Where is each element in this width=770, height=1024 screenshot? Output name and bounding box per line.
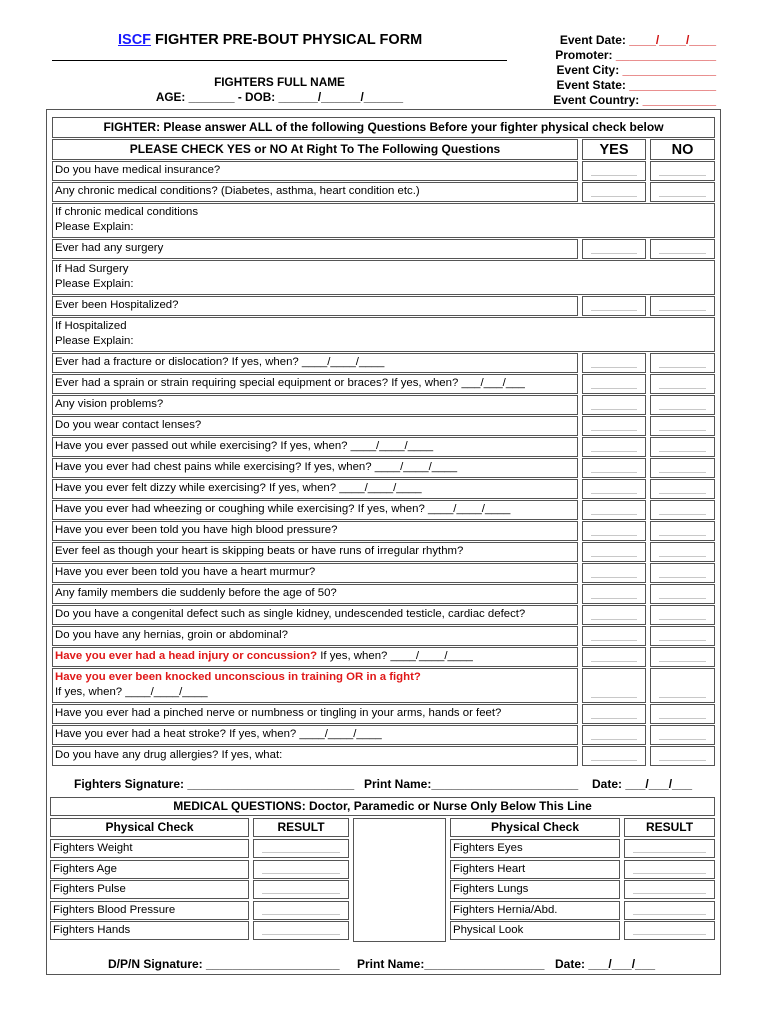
physical-check-item: Fighters Pulse xyxy=(50,880,249,899)
question-text: Do you have a congenital defect such as single kidney, undescended testicle, cardiac defect? xyxy=(55,608,526,620)
question-text: Ever had a fracture or dislocation? If yes, when? ____/____/____ xyxy=(55,356,385,368)
answer-blank xyxy=(659,196,706,197)
answer-blank xyxy=(591,514,637,515)
answer-blank xyxy=(591,367,637,368)
no-checkbox[interactable] xyxy=(650,353,715,373)
full-name-line[interactable] xyxy=(52,60,507,61)
answer-blank xyxy=(659,451,706,452)
result-field[interactable] xyxy=(253,901,349,920)
answer-blank xyxy=(659,388,706,389)
title-text: FIGHTER PRE-BOUT PHYSICAL FORM xyxy=(151,32,423,48)
question-text: Do you have any drug allergies? If yes, what: xyxy=(55,749,283,761)
no-checkbox[interactable] xyxy=(650,626,715,646)
no-checkbox[interactable] xyxy=(650,647,715,667)
answer-blank xyxy=(591,451,637,452)
physical-check-item: Fighters Eyes xyxy=(450,839,620,858)
form-title xyxy=(118,32,422,48)
answer-blank xyxy=(591,535,637,536)
answer-blank xyxy=(659,619,706,620)
question-row xyxy=(52,725,578,745)
answer-blank xyxy=(591,493,637,494)
fighter-print-name-line[interactable]: Print Name:______________________ xyxy=(364,777,579,791)
question-row xyxy=(52,182,578,202)
physical-check-header-right: Physical Check xyxy=(450,818,620,837)
answer-blank xyxy=(659,367,706,368)
question-row xyxy=(52,317,715,352)
answer-blank xyxy=(262,873,340,874)
question-row xyxy=(52,542,578,562)
answer-blank xyxy=(659,514,706,515)
no-checkbox[interactable] xyxy=(650,704,715,724)
dpn-date-line[interactable]: Date: ___/___/___ xyxy=(555,957,656,971)
check-header: PLEASE CHECK YES or NO At Right To The Following Questions xyxy=(52,139,578,160)
answer-blank xyxy=(591,310,637,311)
answer-blank xyxy=(262,893,340,894)
physical-check-item: Physical Look xyxy=(450,921,620,940)
question-row xyxy=(52,260,715,295)
question-row xyxy=(52,239,578,259)
yes-checkbox[interactable] xyxy=(582,542,646,562)
question-row xyxy=(52,374,578,394)
physical-check-item: Fighters Lungs xyxy=(450,880,620,899)
yes-checkbox[interactable] xyxy=(582,374,646,394)
event-state-row[interactable]: Event State: _____________ xyxy=(556,78,716,92)
answer-blank xyxy=(659,577,706,578)
no-checkbox[interactable] xyxy=(650,584,715,604)
no-checkbox[interactable] xyxy=(650,239,715,259)
answer-blank xyxy=(659,760,706,761)
question-text: Have you ever passed out while exercising? If yes, when? ____/____/____ xyxy=(55,440,434,452)
answer-blank xyxy=(659,253,706,254)
physical-check-header-left: Physical Check xyxy=(50,818,249,837)
question-text: Have you ever had wheezing or coughing while exercising? If yes, when? ____/____/____ xyxy=(55,503,511,515)
answer-blank xyxy=(591,175,637,176)
no-checkbox[interactable] xyxy=(650,746,715,766)
physical-check-item: Fighters Weight xyxy=(50,839,249,858)
event-city-row[interactable]: Event City: ______________ xyxy=(556,63,716,77)
answer-blank xyxy=(591,640,637,641)
dpn-signature-line[interactable]: D/P/N Signature: ____________________ xyxy=(108,957,340,971)
question-text: Have you ever been told you have a heart murmur? xyxy=(55,566,316,578)
no-checkbox[interactable] xyxy=(650,563,715,583)
answer-blank xyxy=(591,718,637,719)
yes-checkbox[interactable] xyxy=(582,500,646,520)
physical-check-item: Fighters Hernia/Abd. xyxy=(450,901,620,920)
answer-blank xyxy=(591,409,637,410)
physical-check-item: Fighters Blood Pressure xyxy=(50,901,249,920)
no-checkbox[interactable] xyxy=(650,500,715,520)
question-text-line2: If yes, when? ____/____/____ xyxy=(55,686,208,698)
yes-checkbox[interactable] xyxy=(582,458,646,478)
question-row xyxy=(52,395,578,415)
fighter-signature-line[interactable]: Fighters Signature: _________________________ xyxy=(74,777,355,791)
answer-blank xyxy=(659,175,706,176)
answer-blank xyxy=(659,430,706,431)
answer-blank xyxy=(591,388,637,389)
question-row xyxy=(52,296,578,316)
question-text: Have you ever had a heat stroke? If yes, when? ____/____/____ xyxy=(55,728,382,740)
yes-checkbox[interactable] xyxy=(582,479,646,499)
yes-checkbox[interactable] xyxy=(582,521,646,541)
question-row xyxy=(52,668,578,703)
physical-check-item: Fighters Heart xyxy=(450,860,620,879)
answer-blank xyxy=(659,310,706,311)
physical-check-item: Fighters Hands xyxy=(50,921,249,940)
question-row xyxy=(52,605,578,625)
no-checkbox[interactable] xyxy=(650,725,715,745)
question-row xyxy=(52,500,578,520)
question-row xyxy=(52,479,578,499)
yes-checkbox[interactable] xyxy=(582,647,646,667)
no-checkbox[interactable] xyxy=(650,296,715,316)
no-checkbox[interactable] xyxy=(650,437,715,457)
yes-checkbox[interactable] xyxy=(582,182,646,202)
yes-checkbox[interactable] xyxy=(582,746,646,766)
answer-blank xyxy=(659,718,706,719)
no-checkbox[interactable] xyxy=(650,161,715,181)
yes-checkbox[interactable] xyxy=(582,437,646,457)
no-checkbox[interactable] xyxy=(650,395,715,415)
answer-blank xyxy=(633,873,706,874)
yes-checkbox[interactable] xyxy=(582,584,646,604)
question-text-highlight: Have you ever been knocked unconscious in training OR in a fight? xyxy=(55,671,421,683)
question-text: Ever been Hospitalized? xyxy=(55,299,179,311)
answer-blank xyxy=(591,430,637,431)
answer-blank xyxy=(591,577,637,578)
question-text: Have you ever felt dizzy while exercising? If yes, when? ____/____/____ xyxy=(55,482,422,494)
yes-checkbox[interactable] xyxy=(582,353,646,373)
question-text: Any family members die suddenly before the age of 50? xyxy=(55,587,337,599)
answer-blank xyxy=(659,739,706,740)
no-column-header: NO xyxy=(650,139,715,160)
answer-blank xyxy=(262,914,340,915)
question-row xyxy=(52,626,578,646)
question-row xyxy=(52,437,578,457)
result-field[interactable] xyxy=(624,839,715,858)
answer-blank xyxy=(659,472,706,473)
result-field[interactable] xyxy=(253,839,349,858)
promoter-row[interactable]: Promoter: _______________ xyxy=(555,48,716,62)
answer-blank xyxy=(659,697,706,698)
answer-blank xyxy=(591,760,637,761)
physical-check-item: Fighters Age xyxy=(50,860,249,879)
yes-checkbox[interactable] xyxy=(582,725,646,745)
yes-checkbox[interactable] xyxy=(582,161,646,181)
no-checkbox[interactable] xyxy=(650,542,715,562)
result-field[interactable] xyxy=(624,901,715,920)
question-text: If Had Surgery xyxy=(55,263,129,275)
result-header-right: RESULT xyxy=(624,818,715,837)
question-text: Ever had a sprain or strain requiring special equipment or braces? If yes, when? ___/___/___ xyxy=(55,377,525,389)
full-name-label: FIGHTERS FULL NAME xyxy=(214,75,345,89)
question-text: Have you ever had chest pains while exercising? If yes, when? ____/____/____ xyxy=(55,461,458,473)
question-text: Have you ever had a pinched nerve or numbness or tingling in your arms, hands or feet? xyxy=(55,707,502,719)
answer-blank xyxy=(591,598,637,599)
result-field[interactable] xyxy=(624,860,715,879)
question-row xyxy=(52,203,715,238)
question-text: If Hospitalized xyxy=(55,320,127,332)
answer-blank xyxy=(591,619,637,620)
question-row xyxy=(52,563,578,583)
age-dob-line[interactable]: AGE: _______ - DOB: ______/______/______ xyxy=(155,90,404,104)
yes-column-header: YES xyxy=(582,139,646,160)
question-row xyxy=(52,161,578,181)
result-header-left: RESULT xyxy=(253,818,349,837)
question-row xyxy=(52,584,578,604)
question-text: Have you ever been told you have high blood pressure? xyxy=(55,524,338,536)
yes-checkbox[interactable] xyxy=(582,605,646,625)
no-checkbox[interactable] xyxy=(650,416,715,436)
answer-blank xyxy=(633,914,706,915)
answer-blank xyxy=(591,472,637,473)
question-text-highlight: Have you ever had a head injury or concussion? xyxy=(55,650,318,662)
question-row xyxy=(52,353,578,373)
medical-center-spacer xyxy=(353,818,446,942)
question-row xyxy=(52,416,578,436)
answer-blank xyxy=(262,934,340,935)
question-text: Do you wear contact lenses? xyxy=(55,419,202,431)
question-row xyxy=(52,746,578,766)
yes-checkbox[interactable] xyxy=(582,239,646,259)
answer-blank xyxy=(591,697,637,698)
question-text: Do you have medical insurance? xyxy=(55,164,221,176)
no-checkbox[interactable] xyxy=(650,668,715,703)
no-checkbox[interactable] xyxy=(650,182,715,202)
answer-blank xyxy=(591,661,637,662)
no-checkbox[interactable] xyxy=(650,458,715,478)
answer-blank xyxy=(591,196,637,197)
answer-blank xyxy=(633,852,706,853)
question-row xyxy=(52,458,578,478)
question-text: Do you have any hernias, groin or abdominal? xyxy=(55,629,289,641)
question-row xyxy=(52,521,578,541)
yes-checkbox[interactable] xyxy=(582,704,646,724)
title-brand: ISCF xyxy=(118,32,152,48)
no-checkbox[interactable] xyxy=(650,374,715,394)
yes-checkbox[interactable] xyxy=(582,416,646,436)
answer-blank xyxy=(262,852,340,853)
no-checkbox[interactable] xyxy=(650,605,715,625)
result-field[interactable] xyxy=(253,921,349,940)
no-checkbox[interactable] xyxy=(650,521,715,541)
result-field[interactable] xyxy=(624,921,715,940)
yes-checkbox[interactable] xyxy=(582,395,646,415)
question-text: If chronic medical conditions xyxy=(55,206,199,218)
answer-blank xyxy=(659,493,706,494)
question-text-line2: Please Explain: xyxy=(55,278,134,290)
question-text: Any chronic medical conditions? (Diabetes, asthma, heart condition etc.) xyxy=(55,185,420,197)
medical-header: MEDICAL QUESTIONS: Doctor, Paramedic or Nurse Only Below This Line xyxy=(50,797,715,816)
question-row xyxy=(52,647,578,667)
yes-checkbox[interactable] xyxy=(582,626,646,646)
answer-blank xyxy=(591,739,637,740)
dpn-print-name-line[interactable]: Print Name:__________________ xyxy=(357,957,545,971)
answer-blank xyxy=(659,640,706,641)
question-text: Any vision problems? xyxy=(55,398,164,410)
question-text-line2: Please Explain: xyxy=(55,335,134,347)
fighter-date-line[interactable]: Date: ___/___/___ xyxy=(592,777,693,791)
instructions-banner: FIGHTER: Please answer ALL of the following Questions Before your fighter physical check below xyxy=(52,117,715,138)
yes-checkbox[interactable] xyxy=(582,563,646,583)
event-date-row[interactable]: Event Date: ____/____/____ xyxy=(559,33,716,47)
yes-checkbox[interactable] xyxy=(582,668,646,703)
result-field[interactable] xyxy=(253,880,349,899)
question-text: Ever had any surgery xyxy=(55,242,164,254)
question-text: If yes, when? ____/____/____ xyxy=(317,650,473,662)
answer-blank xyxy=(591,556,637,557)
answer-blank xyxy=(659,535,706,536)
no-checkbox[interactable] xyxy=(650,479,715,499)
question-text-line2: Please Explain: xyxy=(55,221,134,233)
result-field[interactable] xyxy=(253,860,349,879)
answer-blank xyxy=(659,409,706,410)
answer-blank xyxy=(659,661,706,662)
question-row xyxy=(52,704,578,724)
answer-blank xyxy=(591,253,637,254)
answer-blank xyxy=(633,934,706,935)
answer-blank xyxy=(659,598,706,599)
answer-blank xyxy=(633,893,706,894)
yes-checkbox[interactable] xyxy=(582,296,646,316)
event-info xyxy=(553,33,716,108)
event-country-row[interactable]: Event Country: ___________ xyxy=(553,93,716,107)
question-text: Ever feel as though your heart is skipping beats or have runs of irregular rhythm? xyxy=(55,545,464,557)
answer-blank xyxy=(659,556,706,557)
result-field[interactable] xyxy=(624,880,715,899)
